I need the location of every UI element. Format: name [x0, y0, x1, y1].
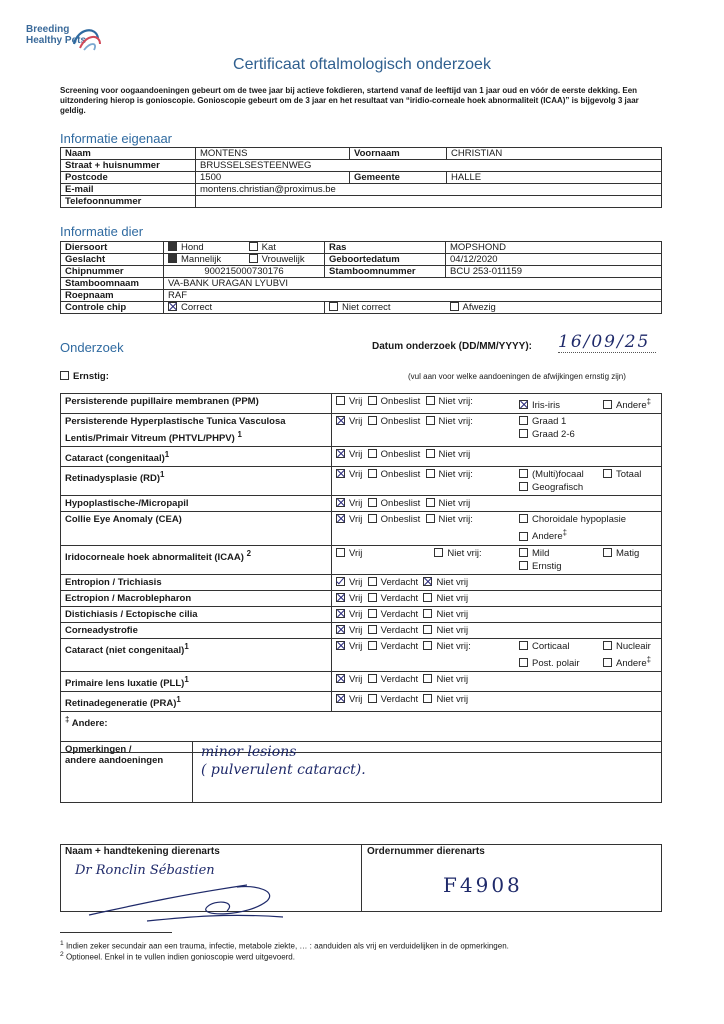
exam-row-label: Ectropion / Macroblepharon — [65, 592, 192, 604]
chip-check-correct — [164, 302, 325, 314]
opt-niet-vrij[interactable]: Niet vrij: — [447, 547, 482, 559]
owner-name[interactable]: MONTENS — [196, 148, 350, 160]
opt-niet-vrij[interactable]: Niet vrij: — [438, 514, 473, 526]
exam-table — [60, 393, 662, 753]
exam-row-label: Cataract (niet congenitaal) — [65, 644, 185, 656]
footnote-ref: 2 — [246, 548, 251, 558]
opt-vrij[interactable]: Vrij — [349, 624, 363, 636]
species-cat-label: Kat — [261, 242, 276, 253]
opt-niet-vrij[interactable]: Niet vrij — [438, 498, 471, 510]
table-row: Persisterende pupillaire membranen (PPM) Vrij Onbeslist Niet vrij: Iris-iris Andere‡ — [61, 394, 662, 414]
opt-niet-vrij[interactable]: Niet vrij — [438, 449, 471, 461]
opt-extra[interactable]: Andere — [532, 531, 563, 543]
table-row: Cataract (niet congenitaal)$^1$ Vrij Verdacht Niet vrij: Corticaal Nucleair Post. polair Andere‡ — [61, 638, 662, 671]
footnote-divider — [60, 932, 172, 933]
opt-b[interactable]: Verdacht — [380, 693, 419, 705]
owner-table — [60, 147, 662, 208]
opt-b[interactable]: Onbeslist — [380, 469, 421, 481]
owner-postcode-label: Postcode — [61, 172, 196, 184]
breed-value[interactable]: MOPSHOND — [446, 242, 662, 254]
pedigree-name[interactable]: VA-BANK URAGAN LYUBVI — [164, 278, 662, 290]
exam-section-title: Onderzoek — [60, 340, 124, 355]
exam-row-label: Hypoplastische-/Micropapil — [65, 498, 189, 510]
opt-extra[interactable]: Andere — [616, 657, 647, 669]
footnote-ref: 1 — [184, 674, 189, 684]
other-row: ‡ Andere: — [61, 712, 662, 753]
owner-email[interactable]: montens.christian@proximus.be — [196, 184, 662, 196]
opt-niet-vrij[interactable]: Niet vrij — [436, 576, 469, 588]
pedigree-number[interactable]: BCU 253-011159 — [446, 266, 662, 278]
call-name[interactable]: RAF — [164, 290, 662, 302]
page-title: Certificaat oftalmologisch onderzoek — [233, 56, 491, 73]
chip-absent-checkbox[interactable] — [450, 302, 459, 311]
opt-b[interactable]: Verdacht — [380, 673, 419, 685]
logo-swirl-icon — [70, 24, 104, 52]
opt-niet-vrij[interactable]: Niet vrij: — [438, 469, 473, 481]
dob-value[interactable]: 04/12/2020 — [446, 254, 662, 266]
dob-label: Geboortedatum — [325, 254, 446, 266]
sex-female-checkbox[interactable] — [249, 254, 258, 263]
opt-niet-vrij[interactable]: Niet vrij — [436, 624, 469, 636]
sex-male-label: Mannelijk — [181, 254, 222, 265]
exam-row-label: Iridocorneale hoek abnormaliteit (ICAA) — [65, 551, 244, 563]
exam-row-label: Entropion / Trichiasis — [65, 576, 162, 588]
opt-extra[interactable]: Matig — [616, 547, 640, 559]
opt-b[interactable]: Verdacht — [380, 576, 419, 588]
opt-vrij[interactable]: Vrij — [349, 547, 363, 559]
opt-vrij[interactable]: Vrij — [349, 640, 363, 652]
table-row — [61, 496, 662, 512]
opt-vrij[interactable]: Vrij — [349, 514, 363, 526]
chip-incorrect-checkbox[interactable] — [329, 302, 338, 311]
opt-niet-vrij[interactable]: Niet vrij: — [436, 640, 471, 652]
remarks-label-2: andere aandoeningen — [65, 755, 164, 766]
signature-scribble-icon — [87, 877, 287, 925]
opt-extra[interactable]: Corticaal — [532, 640, 570, 652]
opt-b[interactable]: Onbeslist — [380, 416, 421, 428]
footnote-ref: 1 — [237, 430, 242, 440]
opt-extra[interactable]: Post. polair — [532, 657, 580, 669]
table-row — [61, 671, 662, 691]
opt-vrij[interactable]: Vrij — [349, 498, 363, 510]
vet-box — [60, 844, 662, 912]
owner-phone-label: Telefoonnummer — [61, 196, 196, 208]
exam-row-label: Retinadegeneratie (PRA) — [65, 698, 177, 710]
table-row — [61, 545, 662, 574]
opt-niet-vrij[interactable]: Niet vrij: — [438, 416, 473, 428]
exam-row-label: Collie Eye Anomaly (CEA) — [65, 514, 182, 526]
sex-options — [164, 254, 325, 266]
table-row — [61, 606, 662, 622]
brand-logo — [26, 24, 116, 54]
chip-check-label: Controle chip — [61, 302, 164, 314]
animal-table — [60, 241, 662, 314]
exam-row-label: Distichiasis / Ectopische cilia — [65, 608, 198, 620]
exam-date-label: Datum onderzoek (DD/MM/YYYY): — [372, 341, 533, 352]
chip-correct-label: Correct — [181, 302, 213, 313]
footnote-ref: 1 — [164, 450, 170, 460]
owner-name-label: Naam — [61, 148, 196, 160]
footnote-ref: 1 — [176, 694, 181, 704]
owner-postcode[interactable]: 1500 — [196, 172, 350, 184]
vet-signature-cell — [61, 845, 362, 911]
breed-label: Ras — [325, 242, 446, 254]
footnote-2-text: Optioneel. Enkel in te vullen indien gonioscopie werd uitgevoerd. — [65, 952, 295, 962]
owner-email-label: E-mail — [61, 184, 196, 196]
opt-b[interactable]: Verdacht — [380, 624, 419, 636]
opt-niet-vrij[interactable]: Niet vrij — [436, 592, 469, 604]
opt-vrij[interactable]: Vrij — [349, 608, 363, 620]
exam-row-label: Persisterende Hyperplastische Tunica Vasculosa Lentis/Primair Vitreum (PHTVL/PHPV) — [65, 416, 286, 445]
opt-vrij[interactable]: Vrij — [349, 673, 363, 685]
opt-extra[interactable]: Choroidale hypoplasie — [532, 514, 627, 526]
opt-niet-vrij[interactable]: Niet vrij — [436, 608, 469, 620]
chip-value[interactable]: 900215000730176 — [164, 266, 325, 278]
footnote-ref: 1 — [160, 470, 165, 480]
remarks-box — [60, 741, 662, 803]
opt-niet-vrij[interactable]: Niet vrij — [436, 673, 469, 685]
opt-b[interactable]: Verdacht — [380, 592, 419, 604]
chip-check-incorrect — [325, 302, 446, 314]
opt-extra[interactable]: Totaal — [616, 469, 642, 481]
remarks-line-1[interactable]: minor lesions — [201, 744, 297, 760]
footnote-ref: 1 — [184, 641, 189, 651]
opt-extra[interactable]: (Multi)focaal — [532, 469, 584, 481]
serious-checkbox[interactable] — [60, 371, 69, 380]
owner-firstname-label: Voornaam — [350, 148, 447, 160]
exam-row-label: Retinadysplasie (RD) — [65, 473, 161, 485]
vet-order-label: Ordernummer dierenarts — [367, 846, 485, 857]
chip-absent-label: Afwezig — [462, 302, 496, 313]
owner-firstname[interactable]: CHRISTIAN — [447, 148, 662, 160]
opt-b[interactable]: Verdacht — [380, 640, 419, 652]
opt-b[interactable]: Onbeslist — [380, 449, 421, 461]
other-label: Andere: — [71, 718, 108, 730]
opt-vrij[interactable]: Vrij — [349, 469, 363, 481]
vet-order-number[interactable]: F4908 — [443, 873, 523, 897]
footnote-1-text: Indien zeker secundair aan een trauma, infectie, metabole ziekte, … : aanduiden als vrij en verduidelijken in de opmerkingen. — [65, 941, 509, 951]
sex-label: Geslacht — [61, 254, 164, 266]
owner-section-title: Informatie eigenaar — [60, 131, 173, 146]
opt-niet-vrij[interactable]: Niet vrij — [436, 693, 469, 705]
table-row — [61, 590, 662, 606]
owner-street-label: Straat + huisnummer — [61, 160, 196, 172]
owner-street[interactable]: BRUSSELSESTEENWEG — [196, 160, 662, 172]
remarks-line-2[interactable]: ( pulverulent cataract). — [201, 762, 366, 778]
remarks-label-1: Opmerkingen / — [65, 744, 132, 755]
table-row — [61, 467, 662, 496]
logo-line-1: Breeding — [26, 24, 70, 35]
call-name-label: Roepnaam — [61, 290, 164, 302]
animal-section-title: Informatie dier — [60, 224, 144, 239]
remarks-label-cell — [61, 742, 193, 802]
exam-row-label: Primaire lens luxatie (PLL) — [65, 677, 185, 689]
opt-vrij[interactable]: Vrij — [349, 592, 363, 604]
species-dog-label: Hond — [181, 242, 204, 253]
footnote-2: $^2$ Optioneel. Enkel in te vullen indien gonioscopie werd uitgevoerd. — [60, 951, 295, 962]
owner-phone[interactable] — [196, 196, 662, 208]
exam-row-label: Cataract (congenitaal) — [65, 453, 165, 465]
exam-row-label: Persisterende pupillaire membranen (PPM) — [65, 396, 259, 407]
opt-b[interactable]: Verdacht — [380, 608, 419, 620]
chip-check-absent — [446, 302, 662, 314]
species-dog-checkbox[interactable] — [168, 242, 177, 251]
exam-date[interactable]: 16/09/25 — [558, 332, 656, 353]
opt-extra[interactable]: Graad 2-6 — [532, 429, 575, 441]
opt-b[interactable]: Onbeslist — [380, 498, 421, 510]
chip-correct-checkbox[interactable] — [168, 302, 177, 311]
opt-b[interactable]: Onbeslist — [380, 396, 421, 407]
pedigree-number-label: Stamboomnummer — [325, 266, 446, 278]
serious-row — [60, 371, 109, 382]
pedigree-name-label: Stamboomnaam — [61, 278, 164, 290]
exam-row-label: Corneadystrofie — [65, 624, 138, 636]
opt-vrij[interactable]: Vrij — [349, 396, 363, 407]
intro-text: Screening voor oogaandoeningen gebeurt om de twee jaar bij actieve fokdieren, startend vanaf de leeftijd van 1 jaar oud en vóór de eerste dekking. Een uitzondering hierop is gonioscopie. Gonioscopie gebeurt om de 3 jaar en het resultaat van “iridio-corneale hoek abnormaliteit (ICAA)” is bijgevolg 3 jaar geldig. — [60, 86, 639, 115]
table-row: Collie Eye Anomaly (CEA) Vrij Onbeslist Niet vrij: Choroidale hypoplasie Andere‡ — [61, 512, 662, 545]
species-options — [164, 242, 325, 254]
opt-vrij[interactable]: Vrij — [349, 693, 363, 705]
logo-line-2: Healthy Pets — [26, 35, 87, 46]
opt-extra[interactable]: Ernstig — [532, 560, 562, 572]
table-row — [61, 574, 662, 590]
table-row — [61, 447, 662, 467]
chip-label: Chipnummer — [61, 266, 164, 278]
opt-niet-vrij[interactable]: Niet vrij: — [438, 396, 473, 407]
sex-male-checkbox[interactable] — [168, 254, 177, 263]
opt-extra[interactable]: Geografisch — [532, 482, 584, 494]
opt-extra[interactable]: Nucleair — [616, 640, 651, 652]
opt-extra[interactable]: Iris-iris — [532, 400, 560, 412]
opt-extra[interactable]: Andere — [616, 400, 647, 412]
opt-vrij[interactable]: Vrij — [349, 449, 363, 461]
chip-incorrect-label: Niet correct — [342, 302, 391, 313]
table-row — [61, 691, 662, 711]
species-cat-checkbox[interactable] — [249, 242, 258, 251]
opt-vrij[interactable]: Vrij — [349, 576, 363, 588]
owner-city-label: Gemeente — [350, 172, 447, 184]
opt-extra[interactable]: Mild — [532, 547, 550, 559]
sex-female-label: Vrouwelijk — [261, 254, 305, 265]
vet-signature-text[interactable]: Dr Ronclin Sébastien — [75, 863, 215, 878]
serious-label: Ernstig: — [73, 371, 109, 382]
opt-b[interactable]: Onbeslist — [380, 514, 421, 526]
species-label: Diersoort — [61, 242, 164, 254]
opt-vrij[interactable]: Vrij — [349, 416, 363, 428]
serious-note: (vul aan voor welke aandoeningen de afwijkingen ernstig zijn) — [408, 372, 626, 381]
table-row — [61, 414, 662, 447]
vet-signature-label: Naam + handtekening dierenarts — [65, 846, 220, 857]
owner-city[interactable]: HALLE — [447, 172, 662, 184]
table-row — [61, 622, 662, 638]
opt-extra[interactable]: Graad 1 — [532, 416, 567, 428]
footnote-1: $^1$ Indien zeker secundair aan een trauma, infectie, metabole ziekte, … : aanduiden als vrij en verduidelijken in de opmerkingen. — [60, 940, 509, 951]
